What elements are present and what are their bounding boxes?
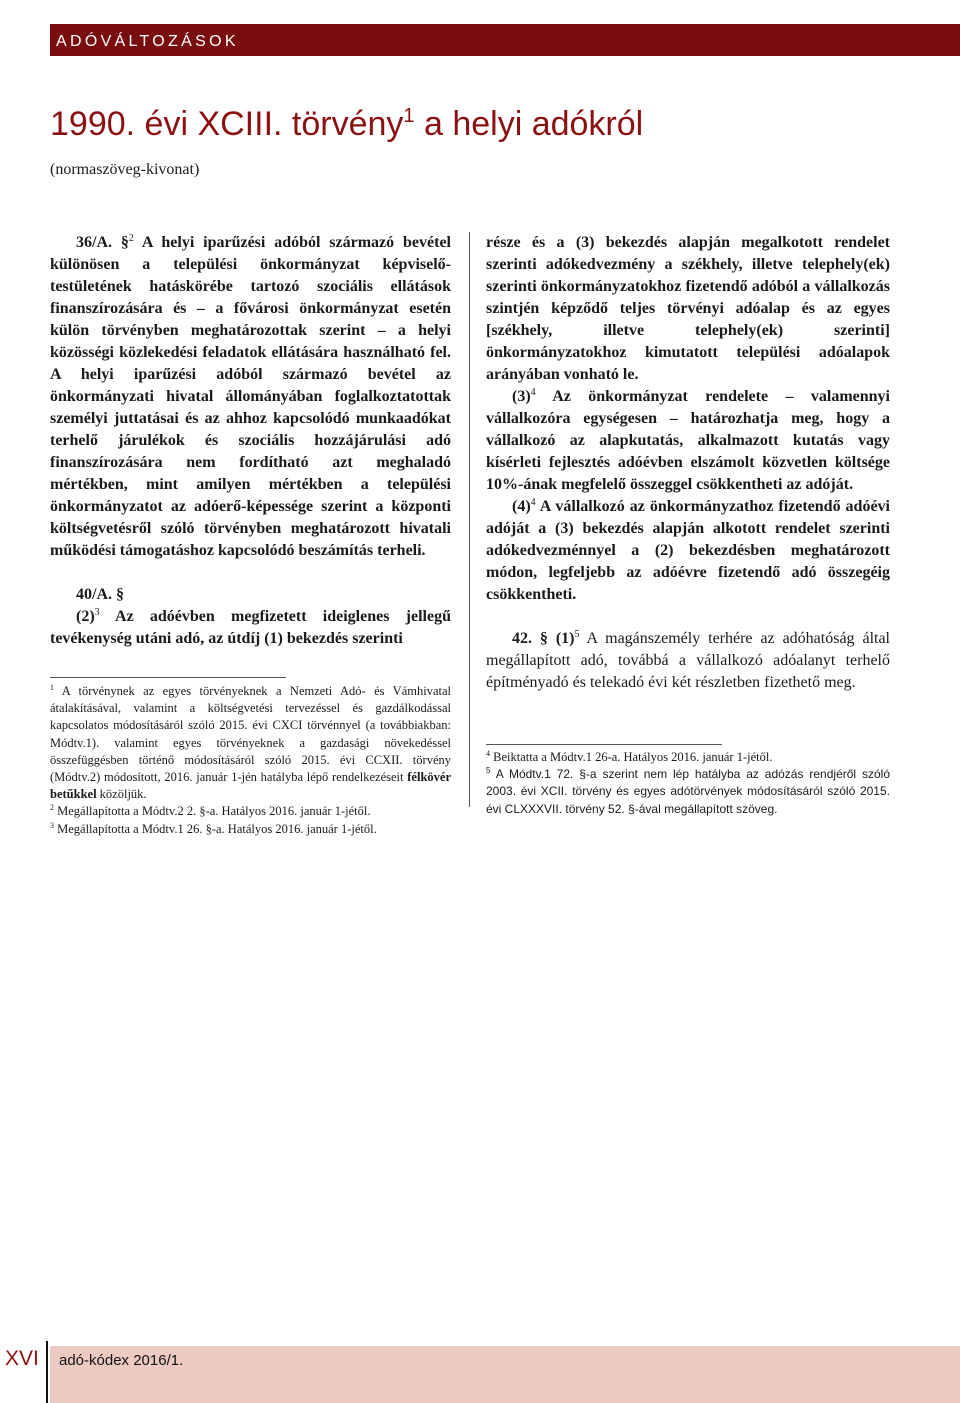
paragraph-40a-4: $(4)^4$ A vállalkozó az önkormányzathoz fizetendő adóévi adóját a (3) bekezdés alapján alkotott rendelet szerinti adókedvezménnyel a (2) bekezdésben meghatározott módon, legfeljebb az adóévre fizetendő adó összegéig csökkentheti.: [486, 497, 890, 603]
page-title: 1990. évi XCIII. törvény$^1$ a helyi adókról: [50, 105, 644, 143]
left-footnotes: [50, 683, 451, 838]
right-footnotes: [486, 749, 890, 818]
paragraph-36a: 36/A. §$^2$ A helyi iparűzési adóból származó bevétel különösen a települési önkormányzat képviselő-testületének hatáskörébe tartozó szociális ellátások finanszírozására és – a fővárosi önkormányzat esetén külön törvényben meghatározottak szerint – a helyi közösségi közlekedési feladatok ellátására használható fel. A helyi iparűzési adóból származó bevétel az önkormányzati hivatal állományában foglalkoztatottak személyi juttatásai és az ahhoz kapcsolódó munkaadókat terhelő járulékok és szociális hozzájárulási adó finanszírozására nem fordítható azt meghaladó mértékben, mint amilyen mértékben a települési önkormányzatot az adóerő-képessége szerint a központi költségvetésről szóló törvényben meghatározott hivatali működési támogatáshoz kapcsolódó beszámítás terheli.: [50, 233, 451, 559]
subtitle: (normaszöveg-kivonat): [50, 161, 200, 178]
paragraph-42-1: 42. § $(1)^5$ A magánszemély terhére az adóhatóság által megállapított adó, továbbá a vállalkozó adóalanyt terhelő építményadó és telekadó évi két részletben fizethető meg.: [486, 629, 891, 691]
publication-name: adó-kódex 2016/1.: [59, 1352, 184, 1369]
footer-bar: [50, 1346, 960, 1403]
footnote-ref-5[interactable]: 5: [574, 629, 580, 640]
left-column: [50, 232, 451, 650]
footnote-3: $^3$ Megállapította a Módtv.1 26. §-a. Hatályos 2016. január 1-jétől.: [50, 820, 377, 836]
paragraph-40a-2: $(2)^3$ Az adóévben megfizetett ideiglenes jellegű tevékenység utáni adó, az útdíj (1) bekezdés szerinti: [50, 607, 451, 647]
section-40a-heading: 40/A. §: [76, 586, 124, 603]
section-header-bar: [50, 24, 960, 56]
footnote-ref-2[interactable]: 2: [128, 233, 134, 244]
footnote-ref-4a[interactable]: 4: [530, 387, 536, 398]
footnote-2: $^2$ Megállapította a Módtv.2 2. §-a. Hatályos 2016. január 1-jétől.: [50, 803, 371, 819]
paragraph-continuation: része és a (3) bekezdés alapján megalkotott rendelet szerinti adókedvezmény a székhely, illetve telephely(ek) szerinti önkormányzatokhoz fizetendő adóból a vállalkozás szintjén képződő teljes törvényi adóalap és az egyes [székhely, illetve telephely(ek) szerinti] önkormányzatokhoz kimutatott települési adóalapok arányában vonható le.: [486, 234, 890, 383]
right-column: [486, 232, 890, 694]
footnote-4: $^4$ Beiktatta a Módtv.1 26-a. Hatályos 2016. január 1-jétől.: [486, 749, 773, 764]
footnote-5: $^5$ A Módtv.1 72. §-a szerint nem lép hatályba az adózás rendjéről szóló 2003. évi XCII. törvény és egyes adótörvények módosításáról szóló 2015. évi CLXXXVII. törvény 52. §-ával megállapított szöveg.: [486, 766, 890, 816]
column-divider: [469, 232, 470, 807]
footnote-divider-right: [486, 744, 722, 745]
footer-divider: [46, 1341, 48, 1403]
footnote-divider: [50, 677, 286, 678]
footnote-ref-4b[interactable]: 4: [530, 497, 536, 508]
page-number: XVI: [5, 1347, 39, 1370]
footnote-ref-3[interactable]: 3: [94, 607, 100, 618]
footnote-1: $^1$ A törvénynek az egyes törvényeknek a Nemzeti Adó- és Vámhivatal átalakításával, valamint a költségvetési tervezéssel és gazdálkodással kapcsolatos módosításáról szóló 2015. évi CXCI törvénnyel (a továbbiakban: Módtv.1). valamint egyes törvényeknek a gazdasági növekedéssel összefüggésben történő módosításáról szóló 2015. évi CCXII. törvény (Módtv.2) módosított, 2016. január 1-jén hatályba lépő rendelkezéseit félkövér betűkkel közöljük.: [50, 683, 451, 802]
title-footnote-ref[interactable]: 1: [403, 105, 415, 127]
paragraph-40a-3: $(3)^4$ Az önkormányzat rendelete – valamennyi vállalkozóra egységesen – határozhatja meg, hogy a vállalkozó az alapkutatás, alkalmazott kutatás vagy kísérleti fejlesztés adóévben elszámolt közvetlen költsége 10%-ának megfelelő összeggel csökkentheti az adóját.: [486, 387, 890, 493]
section-label: ADÓVÁLTOZÁSOK: [56, 33, 239, 50]
